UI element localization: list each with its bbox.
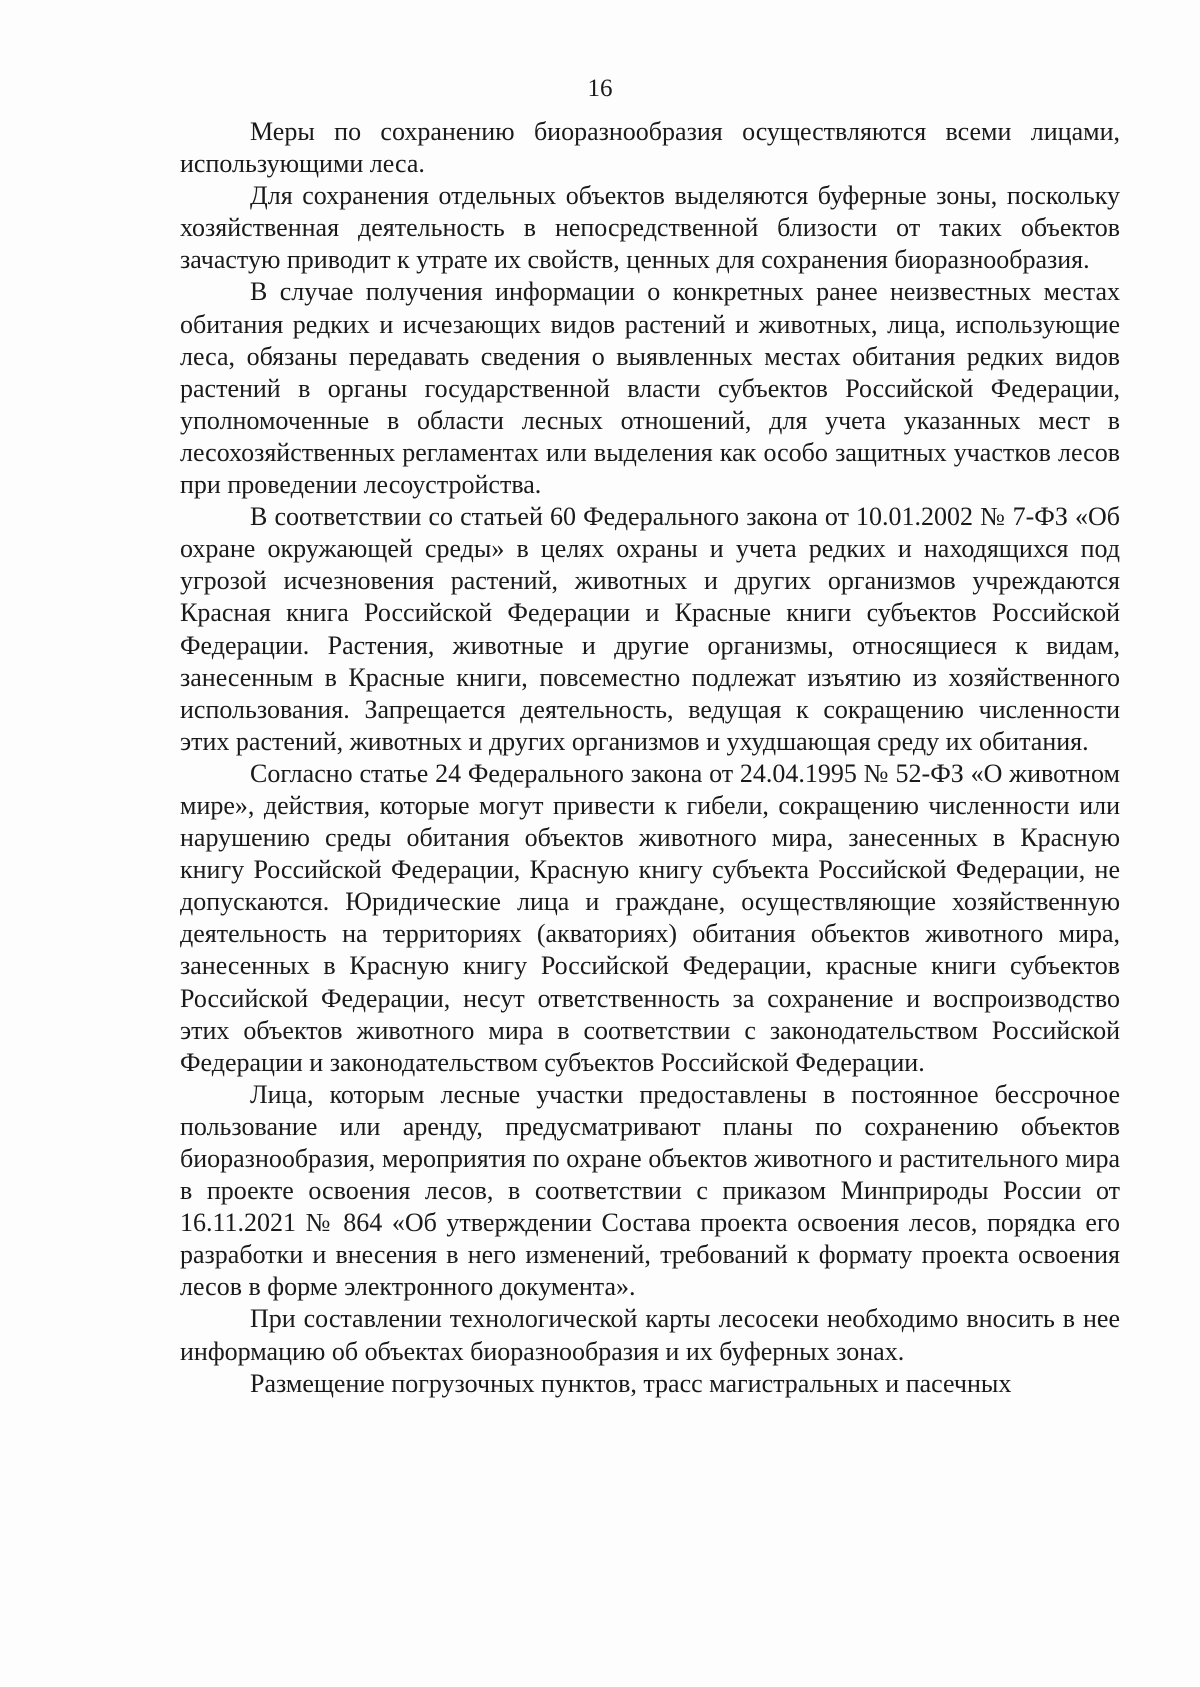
page-number: 16 [587, 75, 613, 102]
paragraph-loading-points: Размещение погрузочных пунктов, трасс магистральных и пасечных [250, 1368, 1012, 1398]
paragraph-buffer-zones: Для сохранения отдельных объектов выделяются буферные зоны, поскольку хозяйственная деятельность в непосредственной близости от таких объектов зачастую приводит к утрате их свойств, ценных для сохранения биоразнообразия. [180, 181, 1120, 275]
paragraph-animal-world-law: Согласно статье 24 Федерального закона от 24.04.1995 № 52-ФЗ «О животном мире», действия, которые могут привести к гибели, сокращению численности или нарушению среды обитания объектов животного мира, занесенных в Красную книгу Российской Федерации, Красную книгу субъекта Российской Федерации, не допускаются. Юридические лица и граждане, осуществляющие хозяйственную деятельность на территориях (акваториях) обитания объектов животного мира, занесенных в Красную книгу Российской Федерации, красные книги субъектов Российской Федерации, несут ответственность за сохранение и воспроизводство этих объектов животного мира в соответствии с законодательством Российской Федерации и законодательством субъектов Российской Федерации. [180, 758, 1120, 1077]
paragraph-forest-development-project: Лица, которым лесные участки предоставлены в постоянное бессрочное пользование или аренду, предусматривают планы по сохранению объектов биоразнообразия, мероприятия по охране объектов животного и растительного мира в проекте освоения лесов, в соответствии с приказом Минприроды России от 16.11.2021 № 864 «Об утверждении Состава проекта освоения лесов, порядка его разработки и внесения в него изменений, требований к формату проекта освоения лесов в форме электронного документа». [180, 1079, 1120, 1302]
paragraph-rare-species-habitats: В случае получения информации о конкретных ранее неизвестных местах обитания редких и исчезающих видов растений и животных, лица, использующие леса, обязаны передавать сведения о выявленных местах обитания редких видов растений в органы государственной власти субъектов Российской Федерации, уполномоченные в области лесных отношений, для учета указанных мест в лесохозяйственных регламентах или выделения как особо защитных участков лесов при проведении лесоустройства. [180, 277, 1120, 500]
paragraph-technological-map: При составлении технологической карты лесосеки необходимо вносить в нее информацию об объектах биоразнообразия и их буферных зонах. [180, 1304, 1120, 1366]
paragraph-biodiversity-measures: Меры по сохранению биоразнообразия осуществляются всеми лицами, использующими леса. [180, 117, 1120, 179]
paragraph-red-book-law: В соответствии со статьей 60 Федерального закона от 10.01.2002 № 7-ФЗ «Об охране окружающей среды» в целях охраны и учета редких и находящихся под угрозой исчезновения растений, животных и других организмов учреждаются Красная книга Российской Федерации и Красные книги субъектов Российской Федерации. Растения, животные и другие организмы, относящиеся к видам, занесенным в Красные книги, повсеместно подлежат изъятию из хозяйственного использования. Запрещается деятельность, ведущая к сокращению численности этих растений, животных и других организмов и ухудшающая среду их обитания. [180, 502, 1120, 756]
body-text [180, 116, 1120, 1400]
